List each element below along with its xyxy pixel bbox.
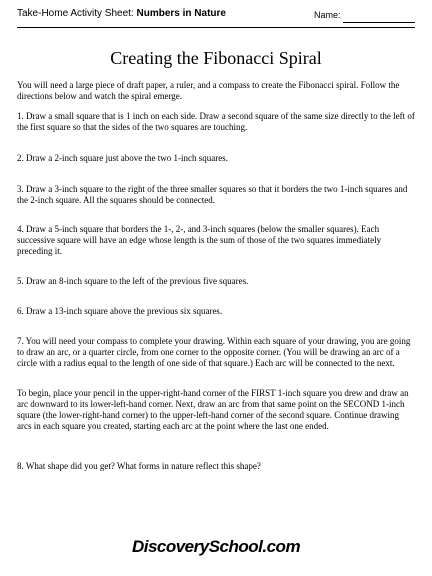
discovery-school-logo-mark (131, 533, 301, 559)
step-8: 8. What shape did you get? What forms in nature reflect this shape? (17, 461, 261, 471)
discovery-school-logo (0, 533, 432, 564)
sheet-topic: Numbers in Nature (136, 8, 226, 19)
step-5: 5. Draw an 8-inch square to the left of the previous five squares. (17, 276, 249, 286)
sheet-heading-prefix: Take-Home Activity Sheet: (17, 8, 137, 19)
sheet-header (17, 8, 415, 26)
step-3: 3. Draw a 3-inch square to the right of the three smaller squares so that it borders the two 1-inch squares and the 2-inch square. All the squares should be connected. (17, 184, 408, 205)
page-title: Creating the Fibonacci Spiral (110, 48, 322, 68)
sheet-heading (17, 8, 226, 19)
intro-paragraph: You will need a large piece of draft paper, a ruler, and a compass to create the Fibonacci spiral. Follow the directions below and watch the spiral emerge. (17, 80, 400, 101)
step-2: 2. Draw a 2-inch square just above the two 1-inch squares. (17, 153, 228, 163)
name-label: Name: (314, 10, 341, 20)
step-7: 7. You will need your compass to complete your drawing. Within each square of your drawing, you are going to draw an arc, or a quarter circle, from one corner to the opposite corner. (You will be drawing an arc of a circle with a radius equal to the length of one side of that square.) Each arc will be connected to the next. (17, 336, 411, 368)
step-1: 1. Draw a small square that is 1 inch on each side. Draw a second square of the same size directly to the left of the first square so that the sides of the two squares are touching. (17, 111, 415, 132)
step-6: 6. Draw a 13-inch square above the previous six squares. (17, 306, 223, 316)
header-divider (17, 27, 415, 28)
name-field-line (343, 22, 415, 23)
step-7-instructions: To begin, place your pencil in the upper-right-hand corner of the FIRST 1-inch square you drew and draw an arc downward to its lower-left-hand corner. Next, draw an arc from that same point on the SECOND 1-inch square (the lower-right-hand corner) to the upper-left-hand corner of the second square. Continue drawing arcs in each square you created, starting each arc at the point where the last one ended. (17, 388, 409, 431)
step-4: 4. Draw a 5-inch square that borders the 1-, 2-, and 3-inch squares (below the smaller squares). Each successive square will have an edge whose length is the sum of those of the two squares immediately preceding it. (17, 224, 382, 256)
logo-text: DiscoverySchool.com (131, 537, 301, 556)
